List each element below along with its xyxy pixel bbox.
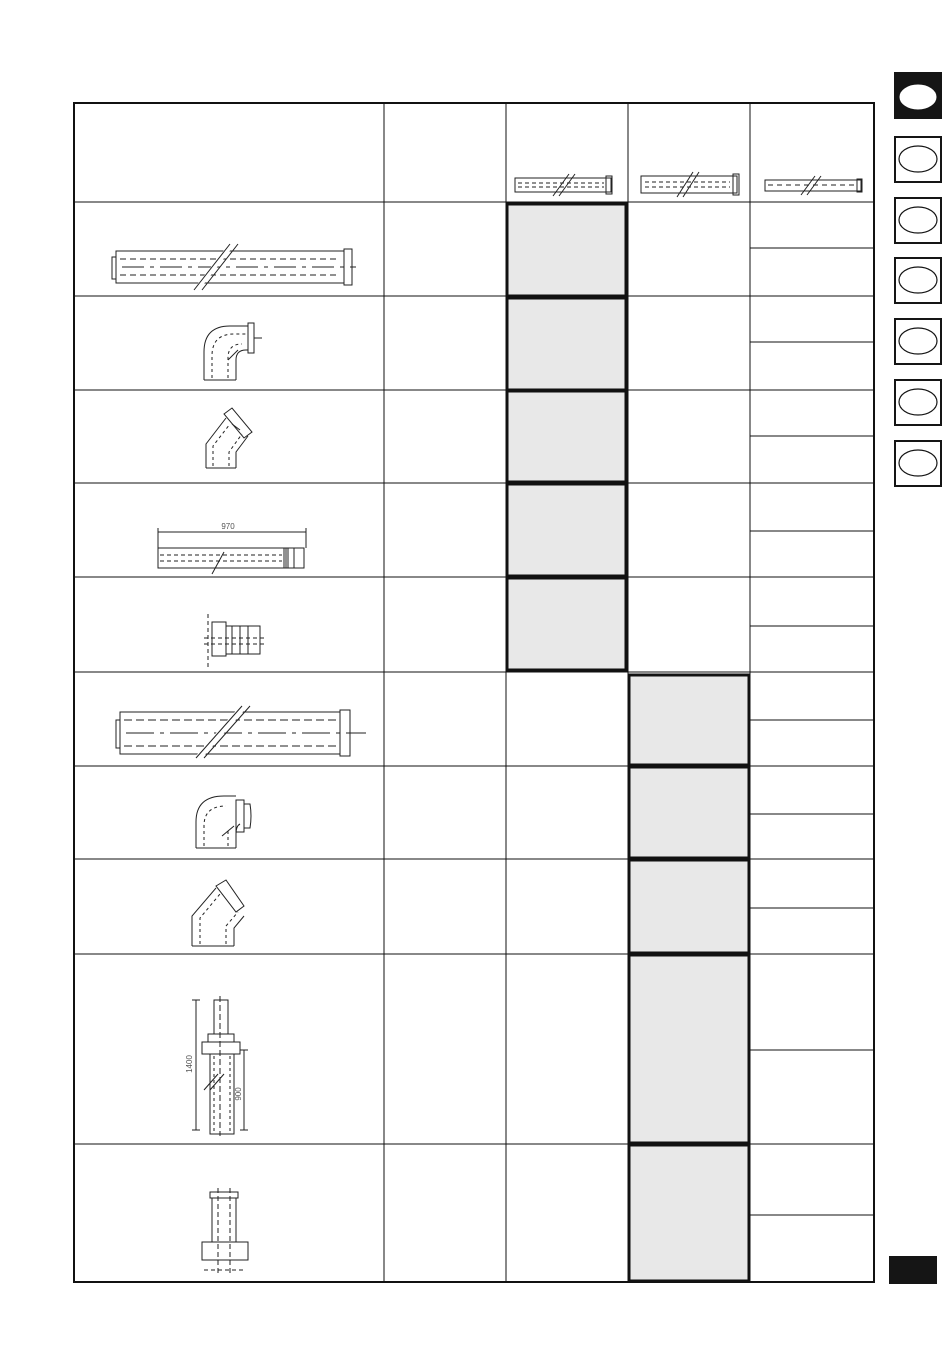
tab-1[interactable] [894, 72, 942, 119]
pipe-d1-icon [515, 174, 612, 196]
language-tabs [894, 72, 942, 486]
elbow-45-icon [206, 408, 252, 468]
vertical-terminal-icon [192, 996, 248, 1136]
parts-table [74, 103, 874, 1282]
tab-4[interactable] [895, 258, 941, 303]
pipe-d2-icon [641, 172, 739, 197]
long-pipe-icon [116, 706, 366, 758]
dimension-1400: 1400 [185, 1055, 194, 1073]
dimension-970: 970 [221, 522, 235, 531]
tab-6[interactable] [895, 380, 941, 425]
elbow-90-icon [196, 796, 251, 848]
tab-7[interactable] [895, 441, 941, 486]
page-number-block [889, 1256, 937, 1284]
dimension-900: 900 [234, 1087, 243, 1101]
long-pipe-icon [112, 244, 356, 290]
tab-3[interactable] [895, 198, 941, 243]
subrow-lines [750, 248, 874, 1215]
vertical-adapter-icon [202, 1188, 248, 1276]
elbow-90-icon [204, 323, 262, 380]
oval-icon [899, 84, 937, 110]
highlight-col-2 [507, 204, 626, 670]
pipe-d3-icon [765, 176, 862, 195]
terminal-adapter-icon [204, 614, 264, 668]
pipe-970-icon [158, 528, 306, 574]
elbow-45-icon [192, 880, 244, 946]
tab-2[interactable] [895, 137, 941, 182]
row-lines [74, 202, 874, 1144]
tab-5[interactable] [895, 319, 941, 364]
